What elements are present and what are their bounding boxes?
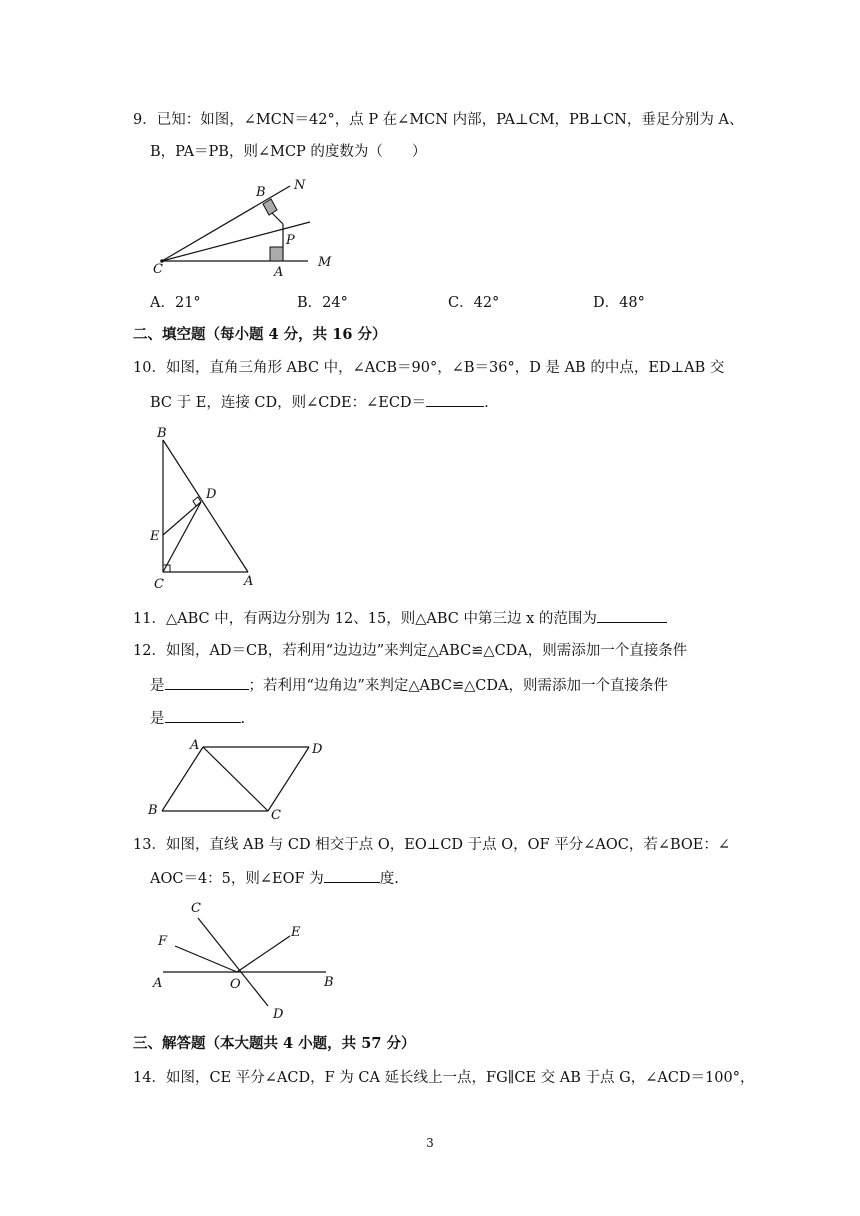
q12-label-D: D: [312, 742, 323, 757]
q13-label-B: B: [324, 975, 334, 990]
q12-text-line3: [150, 708, 245, 729]
q13-figure: [150, 898, 350, 1022]
q10-label-A: A: [244, 574, 254, 589]
q13-answer-blank[interactable]: [324, 868, 380, 883]
q9-text-line1: 9．已知：如图，∠MCN＝42°，点 P 在∠MCN 内部，PA⊥CM，PB⊥CN，垂足分别为 A、: [133, 112, 744, 128]
q9-option-c: C．42°: [448, 295, 500, 311]
q10-answer-blank[interactable]: [426, 392, 484, 407]
q12-line2-prefix: 是: [150, 678, 165, 694]
q9-label-P: P: [286, 233, 295, 248]
q9-text-line2: B，PA＝PB，则∠MCP 的度数为（ ）: [150, 144, 427, 160]
q12-label-C: C: [271, 808, 281, 820]
q9-option-d: D．48°: [593, 295, 645, 311]
section-heading-fill-in: 二、填空题（每小题 4 分，共 16 分）: [133, 326, 387, 343]
q13-label-C: C: [191, 901, 201, 916]
q13-label-O: O: [230, 977, 241, 992]
q11-answer-blank[interactable]: [597, 608, 667, 623]
q9-label-A: A: [274, 265, 284, 280]
q11-text: 11．△ABC 中，有两边分别为 12、15，则△ABC 中第三边 x 的范围为: [133, 611, 597, 627]
q10-label-C: C: [154, 577, 164, 592]
q12-text-line2: [150, 675, 668, 696]
page-number: 3: [426, 1136, 434, 1150]
q9-label-B: B: [256, 185, 266, 200]
q12-answer-blank-1[interactable]: [165, 675, 249, 690]
q13-line2-text: AOC＝4：5，则∠EOF 为: [150, 871, 324, 887]
q9-label-N: N: [294, 178, 306, 193]
q12-label-B: B: [148, 803, 158, 818]
q12-text-line1: 12．如图，AD＝CB，若利用“边边边”来判定△ABC≌△CDA，则需添加一个直接条件: [133, 643, 688, 659]
q13-label-A: A: [153, 976, 163, 991]
q11-text-line1: [133, 608, 667, 629]
q10-figure: [146, 422, 266, 592]
q12-figure: [144, 736, 334, 820]
q10-line2-end: .: [484, 395, 489, 411]
q9-label-M: M: [318, 255, 332, 270]
q10-text-line2: [150, 392, 489, 413]
section-heading-solutions: 三、解答题（本大题共 4 小题，共 57 分）: [133, 1035, 416, 1052]
q13-label-D: D: [273, 1007, 284, 1022]
q10-label-E: E: [150, 529, 160, 544]
q14-text-line1: 14．如图，CE 平分∠ACD，F 为 CA 延长线上一点，FG∥CE 交 AB 于点 G，∠ACD＝100°，: [133, 1070, 755, 1086]
q13-line2-end: 度.: [379, 871, 399, 887]
q12-line3-prefix: 是: [150, 711, 165, 727]
q13-label-E: E: [291, 925, 301, 940]
q12-label-A: A: [190, 738, 200, 753]
q9-figure: [150, 172, 350, 282]
q13-text-line2: [150, 868, 399, 889]
q13-label-F: F: [158, 934, 168, 949]
q13-text-line1: 13．如图，直线 AB 与 CD 相交于点 O，EO⊥CD 于点 O，OF 平分∠AOC，若∠BOE：∠: [133, 837, 731, 853]
q12-line2-text: ；若利用“边角边”来判定△ABC≌△CDA，则需添加一个直接条件: [248, 678, 668, 694]
q12-line3-end: .: [240, 711, 246, 727]
q10-label-B: B: [157, 426, 167, 441]
q10-line2-text: BC 于 E，连接 CD，则∠CDE：∠ECD＝: [150, 395, 427, 411]
q9-option-b: B．24°: [297, 295, 348, 311]
q12-answer-blank-2[interactable]: [165, 708, 241, 723]
q9-label-C: C: [153, 262, 163, 277]
q10-text-line1: 10．如图，直角三角形 ABC 中，∠ACB＝90°，∠B＝36°，D 是 AB 的中点，ED⊥AB 交: [133, 360, 725, 376]
q10-label-D: D: [206, 487, 217, 502]
q9-option-a: A．21°: [150, 295, 201, 311]
